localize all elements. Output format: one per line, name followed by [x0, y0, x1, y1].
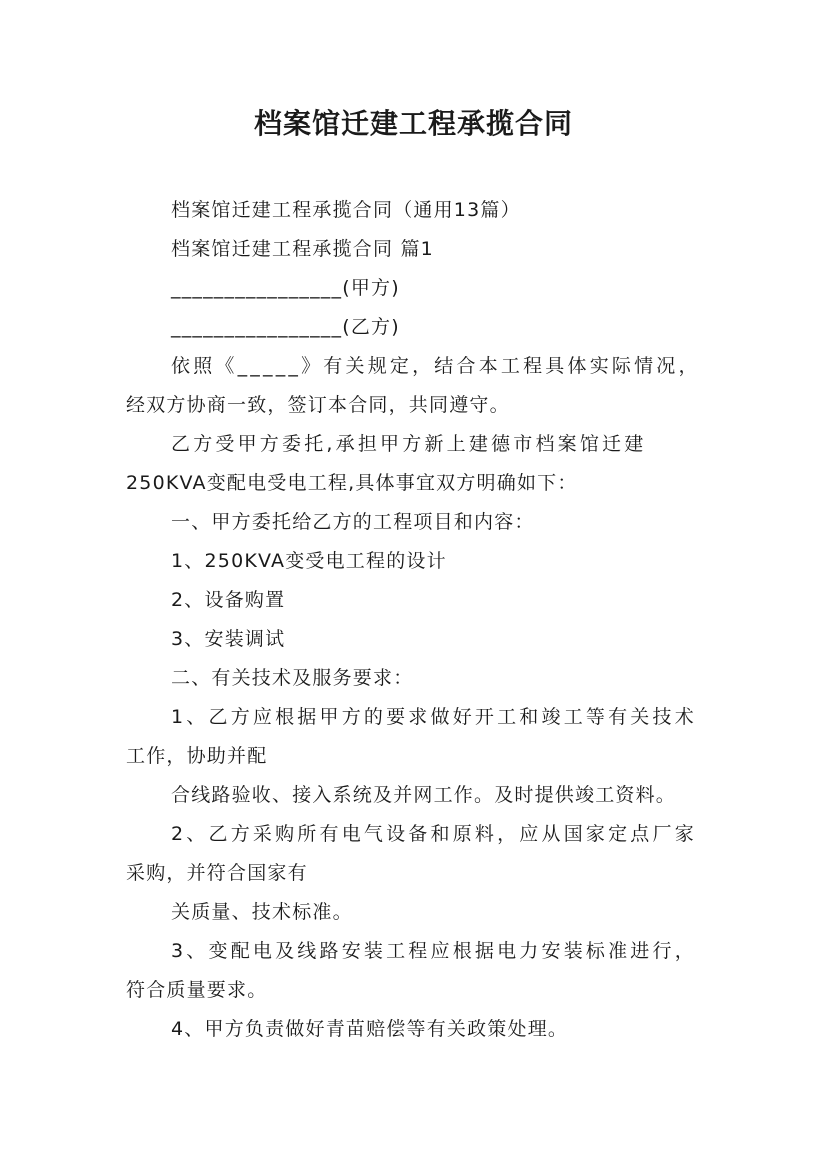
clause-heading: 二、有关技术及服务要求： — [171, 667, 414, 689]
party-a-line: ________________(甲方) — [171, 277, 400, 299]
paragraph-line: 合线路验收、接入系统及并网工作。及时提供竣工资料。 — [171, 784, 677, 806]
list-item: 1、250KVA变受电工程的设计 — [171, 550, 447, 572]
paragraph-line: 关质量、技术标准。 — [171, 901, 353, 923]
paragraph-line: 工作，协助并配 — [126, 745, 268, 767]
paragraph-line: 经双方协商一致，签订本合同，共同遵守。 — [126, 394, 510, 416]
paragraph-line: 依照《_____》有关规定，结合本工程具体实际情况， — [171, 355, 701, 377]
clause-heading: 一、甲方委托给乙方的工程项目和内容： — [171, 511, 535, 533]
paragraph-line: 符合质量要求。 — [126, 979, 268, 1001]
subtitle-line: 档案馆迁建工程承揽合同（通用13篇） — [171, 199, 521, 221]
paragraph-line: 2、乙方采购所有电气设备和原料，应从国家定点厂家 — [171, 823, 697, 845]
paragraph-line: 3、变配电及线路安装工程应根据电力安装标准进行， — [171, 940, 697, 962]
list-item: 2、设备购置 — [171, 589, 286, 611]
paragraph-line: 250KVA变配电受电工程,具体事宜双方明确如下： — [126, 472, 578, 494]
list-item: 3、安装调试 — [171, 628, 286, 650]
paragraph-line: 1、乙方应根据甲方的要求做好开工和竣工等有关技术 — [171, 706, 697, 728]
paragraph-line: 乙方受甲方委托,承担甲方新上建德市档案馆迁建 — [171, 433, 647, 455]
paragraph-line: 采购，并符合国家有 — [126, 862, 308, 884]
document-title: 档案馆迁建工程承揽合同 — [253, 107, 573, 140]
paragraph-line: 4、甲方负责做好青苗赔偿等有关政策处理。 — [171, 1018, 569, 1040]
party-b-line: ________________(乙方) — [171, 316, 400, 338]
section-heading: 档案馆迁建工程承揽合同 篇1 — [171, 238, 434, 260]
